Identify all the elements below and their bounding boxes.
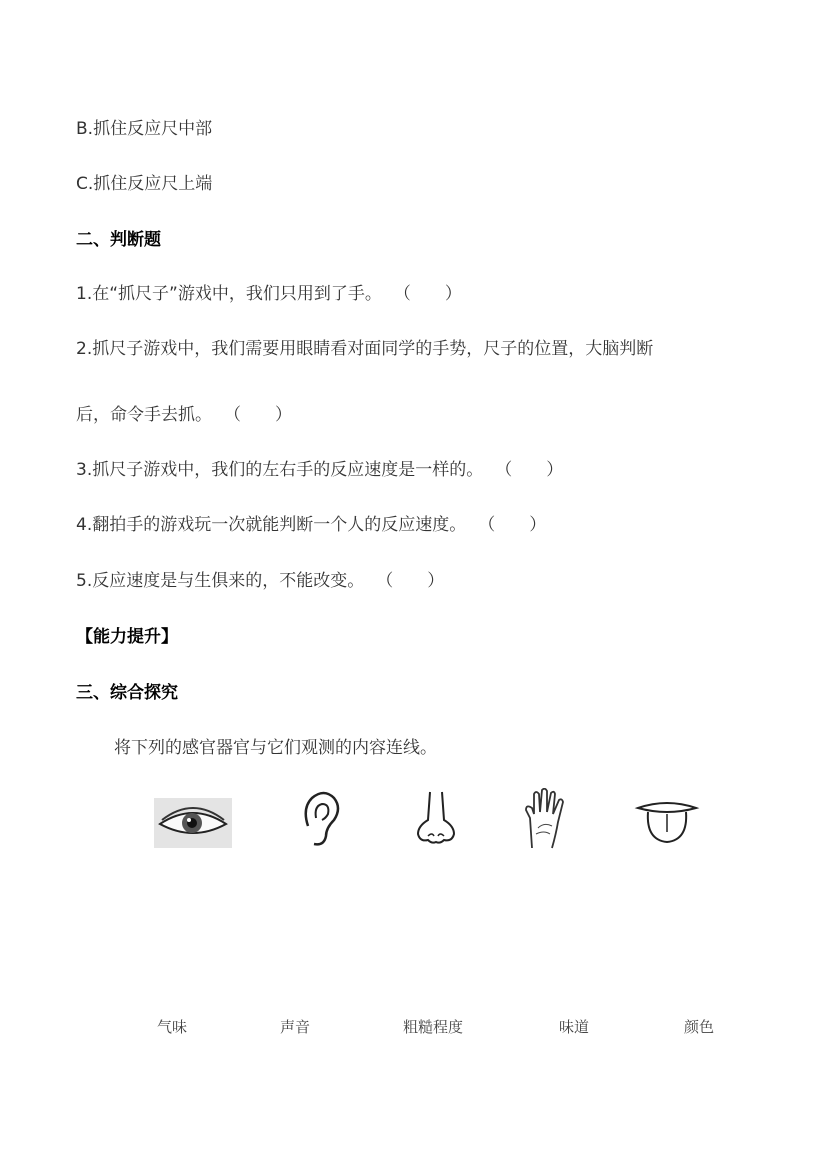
ear-icon: [296, 788, 346, 850]
label-roughness: 粗糙程度: [403, 1018, 464, 1036]
option-c: C.抓住反应尺上端: [76, 174, 213, 194]
tongue-icon: [634, 796, 700, 848]
answer-paren: （ ）: [224, 405, 292, 425]
question-4: [76, 510, 546, 535]
question-3: [76, 455, 563, 480]
instruction: 将下列的感官器官与它们观测的内容连线。: [114, 738, 437, 758]
answer-paren: （ ）: [393, 284, 462, 304]
question-5: [76, 566, 444, 591]
section3-title: 三、综合探究: [76, 683, 178, 703]
hand-icon: [522, 788, 572, 850]
answer-paren: （ ）: [376, 571, 445, 591]
section2-title: 二、判断题: [76, 230, 161, 250]
question-3-text: 3.抓尺子游戏中，我们的左右手的反应速度是一样的。: [76, 460, 484, 480]
eye-icon: [154, 798, 232, 848]
nose-icon: [410, 790, 462, 850]
label-taste: 味道: [559, 1018, 590, 1036]
label-smell: 气味: [157, 1018, 188, 1036]
label-color: 颜色: [684, 1018, 715, 1036]
ability-title: 【能力提升】: [76, 627, 178, 647]
answer-paren: （ ）: [495, 460, 564, 480]
question-1: [76, 279, 462, 304]
question-2-text: 后，命令手去抓。: [76, 405, 212, 425]
question-1-text: 1.在“抓尺子”游戏中，我们只用到了手。: [76, 284, 382, 304]
question-2-line2: [76, 400, 292, 425]
answer-paren: （ ）: [478, 515, 547, 535]
question-2-line1: 2.抓尺子游戏中，我们需要用眼睛看对面同学的手势，尺子的位置，大脑判断: [76, 339, 654, 359]
question-4-text: 4.翻拍手的游戏玩一次就能判断一个人的反应速度。: [76, 515, 467, 535]
question-5-text: 5.反应速度是与生俱来的，不能改变。: [76, 571, 365, 591]
label-sound: 声音: [280, 1018, 311, 1036]
option-b: B.抓住反应尺中部: [76, 119, 213, 139]
